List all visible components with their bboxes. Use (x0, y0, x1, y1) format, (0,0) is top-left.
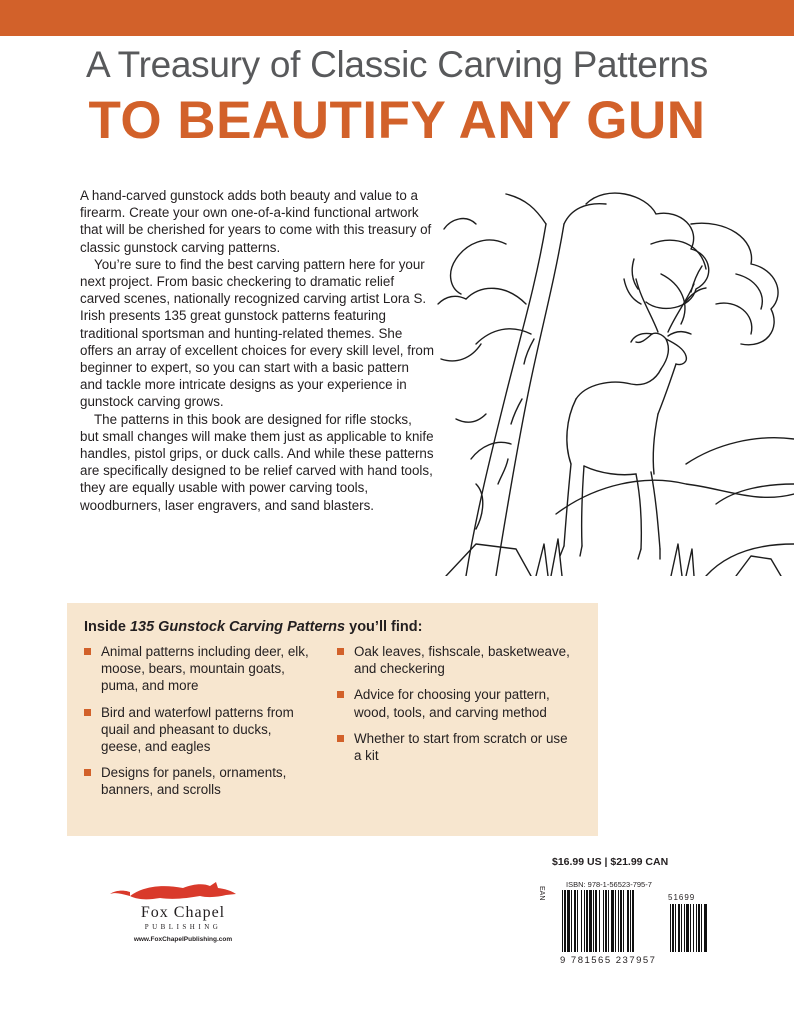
contents-heading (84, 619, 422, 635)
barcode-addon-bar (704, 904, 707, 952)
barcode-bar (567, 890, 570, 952)
heading-prefix: Inside (84, 619, 130, 635)
barcode-addon-bar (672, 904, 674, 952)
publisher-name: Fox Chapel (140, 904, 226, 921)
description-paragraph-3: The patterns in this book are designed for rifle stocks, but small changes will make them just as applicable to knife handles, pistol grips, or duck calls. And while these patterns are specifically designed to be relief carved with hand tools, they are equally usable with power carving tools, woodburners, laser engravers, and sand blasters. (80, 411, 434, 513)
barcode-bar (599, 890, 600, 952)
publisher-logo (108, 880, 258, 945)
bullet-square-icon (337, 648, 344, 655)
contents-list-right (337, 643, 577, 773)
barcode-bar (620, 890, 622, 952)
description-paragraph-2: You’re sure to find the best carving pattern here for your next project. From basic checkering to dramatic relief carved scenes, nationally recognized carving artist Lora S. Irish presents 135 great gunstock patterns featuring traditional sportsman and hunting-related themes. She offers an array of excellent choices for every skill level, from beginner to expert, so you can start with a basic pattern and tackle more intricate designs as your experience in gunstock carving grows. (80, 256, 435, 410)
barcode (538, 880, 718, 972)
book-title: 135 Gunstock Carving Patterns (129, 619, 346, 635)
contents-box (67, 603, 598, 836)
list-item-text: Advice for choosing your pattern, wood, tools, and carving method (354, 687, 550, 720)
barcode-bar (603, 890, 604, 952)
ean-label: EAN (538, 886, 545, 901)
description-paragraph-1: A hand-carved gunstock adds both beauty and value to a firearm. Create your own one-of-a-kind functional artwork that will be cherished for years to come with this treasury of classic gunstock carving patterns. (80, 188, 432, 255)
fox-icon (108, 880, 258, 904)
barcode-bar (574, 890, 576, 952)
bullet-square-icon (84, 648, 91, 655)
list-item-text: Designs for panels, ornaments, banners, and scrolls (101, 765, 287, 798)
barcode-addon-digits: 51699 (668, 893, 696, 902)
barcode-addon-bar (678, 904, 680, 952)
heading-suffix: you’ll find: (345, 619, 423, 635)
list-item-text: Animal patterns including deer, elk, moose, bears, mountain goats, puma, and more (101, 644, 309, 694)
list-item-text: Oak leaves, fishscale, basketweave, and checkering (354, 644, 570, 677)
list-item (84, 764, 309, 798)
deer-illustration (436, 184, 794, 576)
contents-list-left (84, 643, 309, 808)
barcode-bar (584, 890, 585, 952)
cover-subtitle: A Treasury of Classic Carving Patterns (86, 44, 708, 85)
description (80, 187, 434, 514)
list-item (337, 686, 577, 720)
publisher-url[interactable]: www.FoxChapelPublishing.com (133, 936, 233, 943)
barcode-addon-bar (690, 904, 691, 952)
list-item (84, 704, 309, 756)
list-item-text: Bird and waterfowl patterns from quail and pheasant to ducks, geese, and eagles (101, 704, 294, 755)
barcode-bar (593, 890, 594, 952)
barcode-bar (605, 890, 607, 952)
barcode-bar (627, 890, 629, 952)
list-item-text: Whether to start from scratch or use a kit (354, 730, 568, 764)
barcode-addon-bar (684, 904, 685, 952)
barcode-bar (562, 890, 563, 952)
barcode-bar (581, 890, 582, 952)
barcode-digits: 9 781565 237957 (560, 955, 657, 966)
barcode-bar (618, 890, 619, 952)
barcode-bar (589, 890, 592, 952)
barcode-bar (586, 890, 588, 952)
barcode-addon-bar (686, 904, 689, 952)
price-label: $16.99 US | $21.99 CAN (552, 856, 669, 868)
barcode-bar (608, 890, 609, 952)
barcode-bar (623, 890, 624, 952)
list-item (84, 643, 309, 695)
barcode-addon-bar (698, 904, 700, 952)
cover-title: TO BEAUTIFY ANY GUN (88, 91, 706, 150)
bullet-square-icon (84, 709, 91, 716)
barcode-addon-bar (693, 904, 694, 952)
barcode-bar (571, 890, 572, 952)
top-color-band (0, 0, 794, 36)
barcode-addon-bar (670, 904, 671, 952)
barcode-addon-bar (675, 904, 676, 952)
barcode-bar (577, 890, 578, 952)
barcode-addon-bar (701, 904, 702, 952)
barcode-bar (564, 890, 566, 952)
list-item (337, 730, 577, 764)
isbn-number: ISBN: 978-1-56523-795-7 (566, 880, 652, 889)
barcode-addon-bar (696, 904, 697, 952)
bullet-square-icon (337, 735, 344, 742)
barcode-bar (630, 890, 631, 952)
publisher-sub: PUBLISHING (144, 923, 222, 931)
list-item (337, 643, 577, 677)
barcode-bar (632, 890, 634, 952)
bullet-square-icon (337, 691, 344, 698)
bullet-square-icon (84, 769, 91, 776)
barcode-addon-bar (681, 904, 682, 952)
barcode-bar (615, 890, 616, 952)
barcode-bar (611, 890, 614, 952)
barcode-bar (595, 890, 597, 952)
